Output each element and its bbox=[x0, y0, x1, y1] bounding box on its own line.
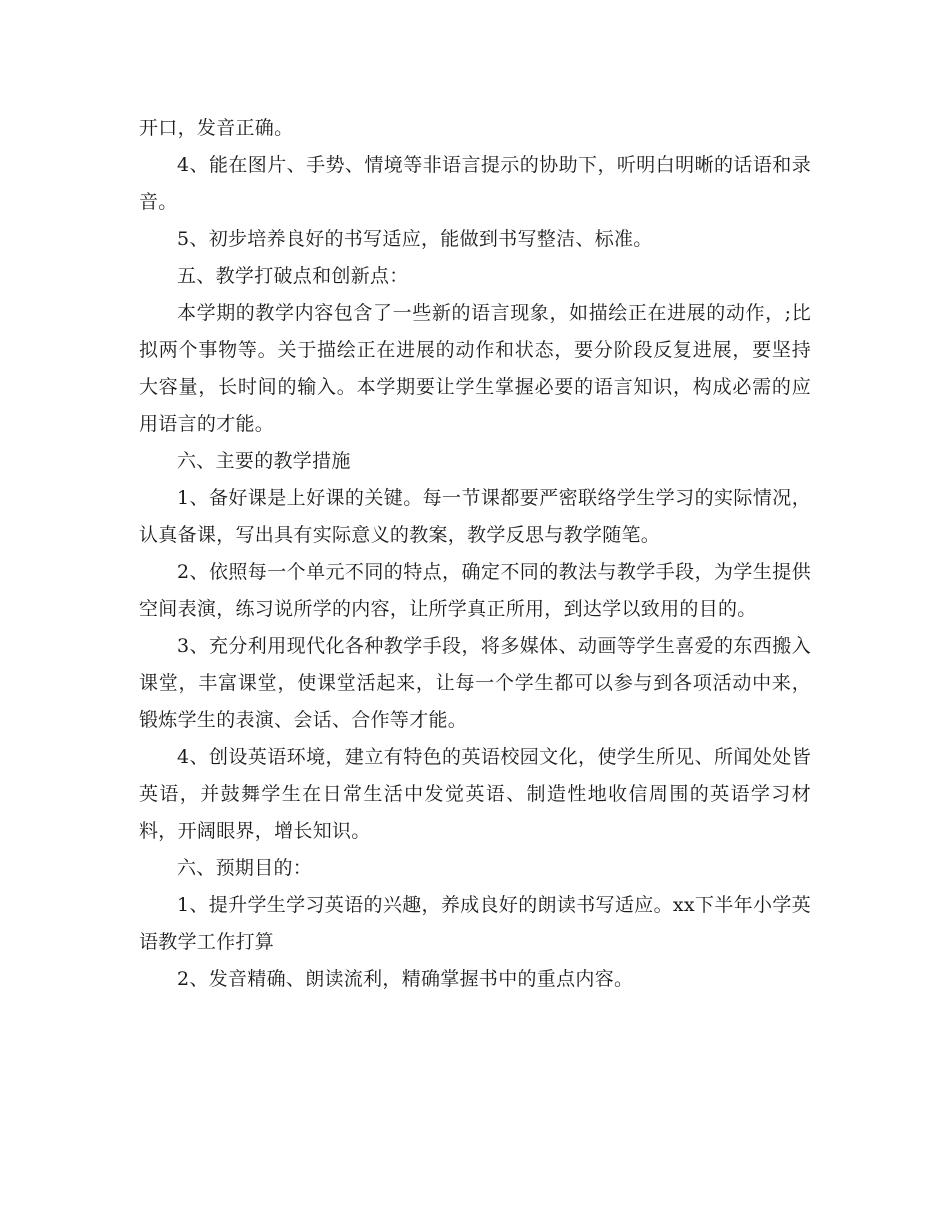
paragraph-measure-4: 4、创设英语环境，建立有特色的英语校园文化，使学生所见、所闻处处皆英语，并鼓舞学生在日常生活中发觉英语、制造性地收信周围的英语学习材料，开阔眼界，增长知识。 bbox=[139, 746, 811, 842]
paragraph-goal-2: 2、发音精确、朗读流利，精确掌握书中的重点内容。 bbox=[177, 968, 634, 990]
paragraph-measure-3: 3、充分利用现代化各种教学手段，将多媒体、动画等学生喜爱的东西搬入课堂，丰富课堂，使课堂活起来，让每一个学生都可以参与到各项活动中来，锻炼学生的表演、会话、合作等才能。 bbox=[139, 635, 811, 731]
paragraph-item-4-listening: 4、能在图片、手势、情境等非语言提示的协助下，听明白明晰的话语和录音。 bbox=[139, 154, 811, 213]
paragraph-measure-1: 1、备好课是上好课的关键。每一节课都要严密联络学生学习的实际情况，认真备课，写出具有实际意义的教案，教学反思与教学随笔。 bbox=[139, 487, 811, 546]
section-heading-breakthrough: 五、教学打破点和创新点： bbox=[177, 265, 409, 287]
paragraph-breakthrough-body: 本学期的教学内容包含了一些新的语言现象，如描绘正在进展的动作，;比拟两个事物等。关于描绘正在进展的动作和状态，要分阶段反复进展，要坚持大容量，长时间的输入。本学期要让学生掌握必要的语言知识，构成必需的应用语言的才能。 bbox=[139, 302, 811, 435]
section-heading-goals: 六、预期目的： bbox=[177, 857, 313, 879]
section-heading-measures: 六、主要的教学措施 bbox=[177, 450, 351, 472]
paragraph-item-5-writing: 5、初步培养良好的书写适应，能做到书写整洁、标准。 bbox=[177, 228, 653, 250]
paragraph-continuation: 开口，发音正确。 bbox=[139, 117, 294, 139]
paragraph-goal-1: 1、提升学生学习英语的兴趣，养成良好的朗读书写适应。xx下半年小学英语教学工作打算 bbox=[139, 894, 811, 953]
document-page bbox=[139, 110, 811, 998]
paragraph-measure-2: 2、依照每一个单元不同的特点，确定不同的教法与教学手段，为学生提供空间表演，练习说所学的内容，让所学真正所用，到达学以致用的目的。 bbox=[139, 561, 811, 620]
